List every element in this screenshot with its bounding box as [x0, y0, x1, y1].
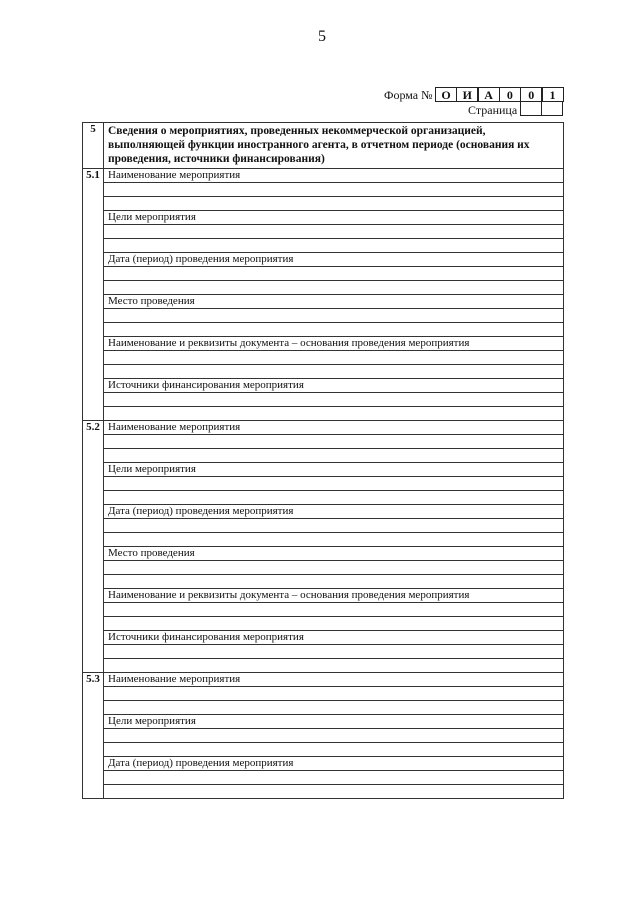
table-row — [83, 491, 564, 505]
field-label: Дата (период) проведения мероприятия — [104, 757, 564, 771]
table-row — [83, 505, 564, 519]
field-input-line[interactable] — [104, 533, 564, 547]
events-table — [82, 122, 564, 799]
section-header-row — [83, 123, 564, 169]
table-row — [83, 561, 564, 575]
section-number: 5 — [83, 123, 104, 169]
table-row — [83, 379, 564, 393]
table-row — [83, 533, 564, 547]
table-row — [83, 463, 564, 477]
field-label: Наименование мероприятия — [104, 169, 564, 183]
field-input-line[interactable] — [104, 393, 564, 407]
table-row — [83, 435, 564, 449]
field-label: Дата (период) проведения мероприятия — [104, 253, 564, 267]
table-row — [83, 575, 564, 589]
field-input-line[interactable] — [104, 729, 564, 743]
form-code-box: 0 — [499, 87, 521, 102]
field-input-line[interactable] — [104, 645, 564, 659]
field-input-line[interactable] — [104, 407, 564, 421]
table-row — [83, 337, 564, 351]
table-row — [83, 701, 564, 715]
field-input-line[interactable] — [104, 519, 564, 533]
subsection-number: 5.2 — [83, 421, 104, 673]
form-code-box: 0 — [520, 87, 542, 102]
field-input-line[interactable] — [104, 197, 564, 211]
field-input-line[interactable] — [104, 771, 564, 785]
field-label: Источники финансирования мероприятия — [104, 379, 564, 393]
field-input-line[interactable] — [104, 659, 564, 673]
table-row — [83, 267, 564, 281]
field-input-line[interactable] — [104, 575, 564, 589]
table-row — [83, 603, 564, 617]
field-label: Наименование и реквизиты документа – основания проведения мероприятия — [104, 589, 564, 603]
field-input-line[interactable] — [104, 267, 564, 281]
table-row — [83, 743, 564, 757]
field-label: Цели мероприятия — [104, 211, 564, 225]
table-row — [83, 631, 564, 645]
table-row — [83, 617, 564, 631]
table-row — [83, 239, 564, 253]
field-input-line[interactable] — [104, 617, 564, 631]
field-input-line[interactable] — [104, 603, 564, 617]
table-row — [83, 351, 564, 365]
form-code-box: 1 — [542, 87, 564, 102]
field-label: Источники финансирования мероприятия — [104, 631, 564, 645]
table-row — [83, 715, 564, 729]
field-label: Цели мероприятия — [104, 715, 564, 729]
field-label: Наименование и реквизиты документа – основания проведения мероприятия — [104, 337, 564, 351]
field-label: Наименование мероприятия — [104, 673, 564, 687]
field-input-line[interactable] — [104, 351, 564, 365]
field-input-line[interactable] — [104, 323, 564, 337]
page-box-2[interactable] — [541, 102, 563, 116]
table-row — [83, 729, 564, 743]
table-row — [83, 757, 564, 771]
field-input-line[interactable] — [104, 785, 564, 799]
table-row — [83, 309, 564, 323]
field-label: Цели мероприятия — [104, 463, 564, 477]
table-row — [83, 295, 564, 309]
table-row — [83, 407, 564, 421]
table-row — [83, 225, 564, 239]
field-input-line[interactable] — [104, 365, 564, 379]
subsection-number: 5.1 — [83, 169, 104, 421]
field-label: Наименование мероприятия — [104, 421, 564, 435]
table-row — [83, 449, 564, 463]
page-number: 5 — [318, 28, 326, 45]
table-row — [83, 673, 564, 687]
table-row — [83, 547, 564, 561]
field-label: Дата (период) проведения мероприятия — [104, 505, 564, 519]
table-row — [83, 211, 564, 225]
field-input-line[interactable] — [104, 183, 564, 197]
form-code-box: А — [478, 87, 500, 102]
page-label: Страница — [468, 103, 518, 117]
subsection-number: 5.3 — [83, 673, 104, 799]
table-row — [83, 645, 564, 659]
form-code-box: И — [456, 87, 478, 102]
field-input-line[interactable] — [104, 309, 564, 323]
section-title: Сведения о мероприятиях, проведенных некоммерческой организацией, выполняющей функции иностранного агента, в отчетном периоде (основания их проведения, источники финансирования) — [104, 123, 564, 169]
table-row — [83, 771, 564, 785]
field-input-line[interactable] — [104, 743, 564, 757]
field-input-line[interactable] — [104, 449, 564, 463]
form-label: Форма № — [384, 88, 433, 102]
table-row — [83, 253, 564, 267]
table-row — [83, 323, 564, 337]
field-input-line[interactable] — [104, 435, 564, 449]
table-row — [83, 659, 564, 673]
form-code-box: О — [435, 87, 457, 102]
table-row — [83, 183, 564, 197]
table-row — [83, 477, 564, 491]
field-input-line[interactable] — [104, 491, 564, 505]
table-row — [83, 393, 564, 407]
table-row — [83, 281, 564, 295]
table-row — [83, 687, 564, 701]
table-row — [83, 519, 564, 533]
table-row — [83, 785, 564, 799]
table-row — [83, 365, 564, 379]
field-input-line[interactable] — [104, 477, 564, 491]
table-row — [83, 197, 564, 211]
field-input-line[interactable] — [104, 687, 564, 701]
field-label: Место проведения — [104, 295, 564, 309]
field-label: Место проведения — [104, 547, 564, 561]
table-row — [83, 169, 564, 183]
field-input-line[interactable] — [104, 225, 564, 239]
field-input-line[interactable] — [104, 701, 564, 715]
table-row — [83, 421, 564, 435]
table-row — [83, 589, 564, 603]
field-input-line[interactable] — [104, 281, 564, 295]
page-box-1[interactable] — [520, 102, 542, 116]
field-input-line[interactable] — [104, 239, 564, 253]
field-input-line[interactable] — [104, 561, 564, 575]
